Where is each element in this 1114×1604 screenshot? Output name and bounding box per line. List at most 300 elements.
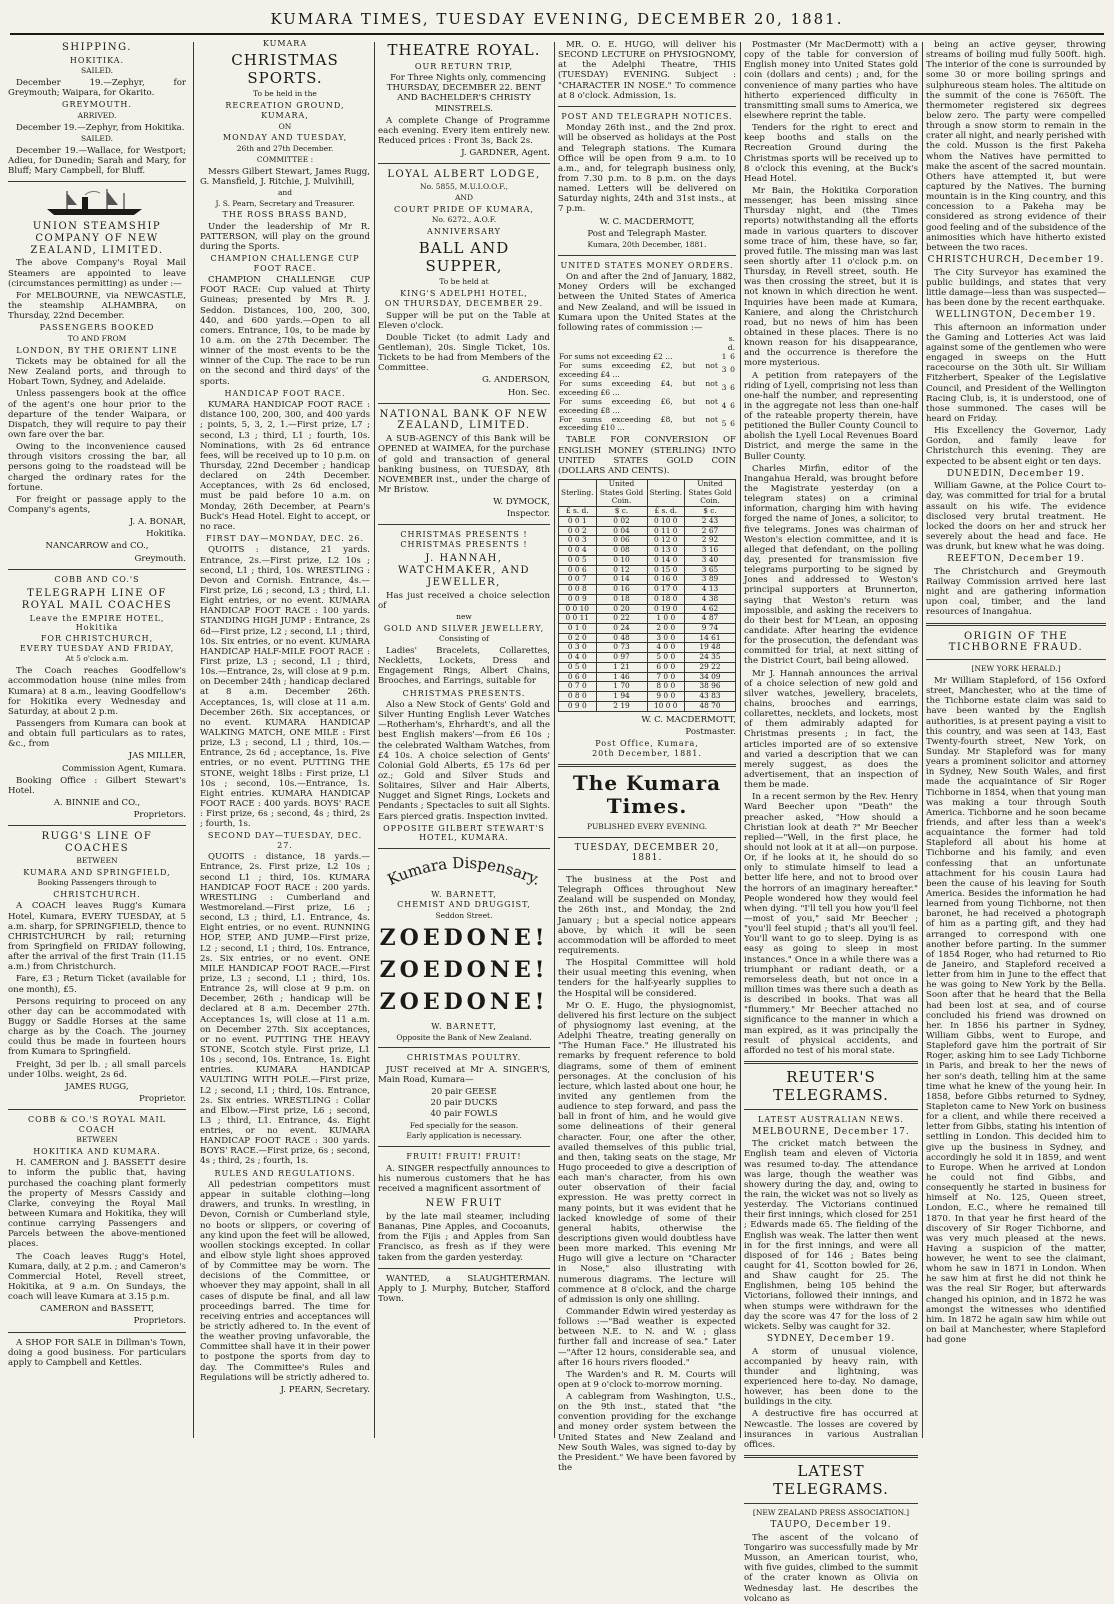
ruggs-text-4: Freight, 3d per lb. ; all small parcels under 10lbs. weight, 2s 6d. <box>8 1059 186 1080</box>
new-fruit: NEW FRUIT <box>425 1198 503 1210</box>
wellington-dateline: WELLINGTON, December 19. <box>935 310 1097 321</box>
fruit-heading: FRUIT! FRUIT! FRUIT! <box>406 1152 522 1162</box>
table-cell: 0 3 0 <box>559 643 597 653</box>
ruggs-signature: JAMES RUGG, <box>65 1081 129 1092</box>
table-cell: 1 46 <box>596 672 647 682</box>
table-cell: 38 96 <box>685 682 736 692</box>
table-row <box>559 662 736 672</box>
cobb2-between: BETWEEN <box>76 1134 118 1144</box>
table-cell: 0 20 <box>596 604 647 614</box>
day2-heading: SECOND DAY—TUESDAY, DEC. 27. <box>207 831 363 850</box>
divider <box>8 569 186 570</box>
commission-table <box>558 335 736 433</box>
day1-heading: FIRST DAY—MONDAY, DEC. 26. <box>205 534 365 544</box>
money-text: On and after the 2nd of January, 1882, Money Orders will be exchanged between the United States of America and New Zealand, and will be issued in Kumara upon the United States at the following rates of commission :— <box>558 272 736 333</box>
passengers-sub: TO AND FROM <box>67 333 127 343</box>
commission-value: 1 <box>721 351 727 361</box>
dymock-signature: W. DYMOCK, <box>493 497 550 508</box>
svg-text:Kumara Dispensary. <box>385 854 544 888</box>
sports-heading: CHRISTMAS SPORTS. <box>231 51 339 88</box>
news-text-7: In a recent sermon by the Rev. Henry Ward Beecher upon "Death" the preacher asked, "How should a Christian look at death ?" Mr Beecher replied—"Well, in the first place, he should not look at it at all—on purpose. Or, if he looks at it, he should do so only to stimulate himself to lead a better life here, and not to brood over the horrors of an imaginary hereafter." People wondered how they would feel when dying. "I'll tell you how you'll feel—most of you," said Mr Beecher ; "you'll feel stupid ; that's all you'll feel. You'll want to go to sleep. Dying is as easy as going to sleep in most instances." Once in a while there was a triumphant or radiant death, or a remorseless death, but not once in a million times was there such a death as is described in books. That was all "flummery." Mr Beecher attached no significance to the manner in which a man expired, as it was principally the result of physical accidents, and afforded no test of his moral state. <box>744 792 918 1056</box>
supper-text: Supper will be put on the Table at Eleven o'clock. <box>378 310 550 331</box>
latest-heading: LATEST TELEGRAMS. <box>773 1462 889 1498</box>
column-divider <box>374 42 375 1438</box>
nyh-text: [NEW YORK HERALD.] <box>971 664 1061 674</box>
macd-date: Kumara, 20th December, 1881. <box>587 239 707 249</box>
committee-heading: COMMITTEE : <box>256 154 314 164</box>
shipping-heading: SHIPPING. <box>62 42 132 53</box>
table-cell: 0 14 0 <box>647 555 685 565</box>
union-heading: UNION STEAMSHIP COMPANY OF NEW ZEALAND, LIMITED. <box>30 221 164 256</box>
rates-units: s. d. <box>727 333 735 352</box>
column-divider <box>922 42 923 1438</box>
table-cell: 2 19 <box>596 701 647 711</box>
table-row <box>559 516 736 526</box>
poultry-heading: CHRISTMAS POULTRY. <box>406 1053 522 1063</box>
divider <box>8 1109 186 1110</box>
table-cell: 0 24 <box>596 624 647 634</box>
day1-text: QUOITS : distance, 21 yards. Entrance, 2s.—First prize, L2 10s ; second, L1 ; third, 10s. WRESTLING : Devon and Cornish. Entrance, 4s.—First prize, L6 ; second, L3 ; third, L1. Eight entries, or no event. KUMARA HANDICAP FOOT RACE : 100 yards. STANDING HIGH JUMP : Entrance, 2s 6d—First prize, L2 ; second, L1 ; third, 10s. Six entries, or no event. KUMARA HANDICAP HALF-MILE FOOT RACE : First prize, L3 ; second, L1 ; third, 10s.—Entrance, 2s, will close at 9 p.m. on December 24th ; handicap declared at 8 a.m. December 26th. Acceptances, 1s, will close at 11 a.m. December 26th. Six acceptances, or no event. KUMARA HANDICAP WALKING MATCH, ONE MILE : First prize, L3 ; second, L1 ; third, 10s.—Entrance, 2s 6d ; acceptance, 1s. Five entries, or no event. PUTTING THE STONE, weight 18lbs : First prize, L1 10s ; second, 10s.—Entrance, 1s. Eight entries. KUMARA HANDICAP FOOT RACE : 400 yards. BOYS' RACE : First prize, 6s ; second, 4s ; third, 2s ; fourth, 1s. <box>200 545 370 830</box>
table-cell: 0 12 0 <box>647 536 685 546</box>
table-cell: 6 0 0 <box>647 662 685 672</box>
bank-heading: NATIONAL BANK OF NEW ZEALAND, LIMITED. <box>379 408 549 432</box>
secretary-text: J. S. Pearn, Secretary and Treasurer. <box>215 198 355 208</box>
commission-value: 4 <box>721 401 727 411</box>
news-text-1: Postmaster (Mr MacDermott) with a copy of the table for conversion of English money into United States gold coin (dollars and cents) ; and, for the convenience of many parties who have hitherto experienced difficulty in transmitting small sums to America, we elsewhere reprint the table. <box>744 40 918 121</box>
owing-text: Owing to the inconvenience caused through visitors crossing the bar, all persons going to the roadstead will be charged the ordinary rates for the fortune. <box>8 442 186 493</box>
commission-value: 3 <box>721 383 727 393</box>
divider <box>926 659 1106 660</box>
table-cell: 0 16 <box>596 585 647 595</box>
post-heading: POST AND TELEGRAPH NOTICES. <box>561 111 733 121</box>
cobb2-heading: COBB & CO.'S ROYAL MAIL COACH <box>28 1115 166 1134</box>
tickets-text: Tickets may be obtained for all the New Zealand ports, and through to Hobart Town, Sydney, and Adelaide. <box>8 357 186 388</box>
table-cell: 34 09 <box>685 672 736 682</box>
brass-text: Under the leadership of Mr R. PATTERSON, will play on the ground during the Sports. <box>200 221 370 253</box>
divider <box>744 1455 918 1458</box>
cameron-role: Proprietors. <box>133 1316 186 1327</box>
table-cell: 8 0 0 <box>647 682 685 692</box>
days-text: MONDAY AND TUESDAY, <box>222 133 348 143</box>
table-cell: 0 14 <box>596 575 647 585</box>
greymouth-sailed: December 19.—Wallace, for Westport; Adieu, for Dunedin; Sarah and Mary, for Bluff; Mary Campbell, for Bluff. <box>8 145 186 176</box>
lead-text-6: A cablegram from Washington, U.S., on the 9th inst., stated that "the convention providing for the exchange and money order system between the United States and New Zealand and New South Wales, was signed to-day by the President." We have been favored by the <box>558 1392 736 1474</box>
opposite-text: OPPOSITE GILBERT STEWART'S HOTEL, KUMARA. <box>383 823 545 843</box>
hannah-new: new <box>456 611 472 621</box>
commission-label: For sums exceeding £4, but not exceeding £6 ... <box>559 378 718 397</box>
cameron-signature: CAMERON and BASSETT, <box>39 1304 155 1315</box>
champion-heading: CHAMPION CHALLENGE CUP FOOT RACE. <box>210 254 360 273</box>
divider <box>8 1332 186 1333</box>
issue-date: TUESDAY, DECEMBER 20, 1881. <box>574 842 720 864</box>
table-cell: 1 0 0 <box>647 614 685 624</box>
divider <box>926 623 1106 626</box>
at-time: At 5 o'clock a.m. <box>65 654 129 664</box>
anderson-signature: G. ANDERSON, <box>481 375 550 386</box>
table-cell: 0 15 0 <box>647 565 685 575</box>
australian-heading: LATEST AUSTRALIAN NEWS. <box>758 1115 904 1125</box>
held-at: To be held at <box>439 276 489 286</box>
commission-value: 6 <box>730 383 735 393</box>
origin-heading: ORIGIN OF THE TICHBORNE FRAUD. <box>948 630 1084 654</box>
hannah-gold: GOLD AND SILVER JEWELLERY, <box>383 623 545 633</box>
divider <box>378 163 550 164</box>
commission-row <box>558 416 736 434</box>
masthead-title: KUMARA TIMES, TUESDAY EVENING, DECEMBER 20, 1881. <box>270 10 844 28</box>
table-cell: 2 92 <box>685 536 736 546</box>
sydney-dateline: SYDNEY, December 19. <box>766 1334 896 1345</box>
table-header: Sterling. <box>559 480 597 507</box>
macd-signature: W. C. MACDERMOTT, <box>599 216 695 227</box>
hannah-christmas: CHRISTMAS PRESENTS. <box>402 688 526 698</box>
hannah-text-2: Ladies' Bracelets, Collarettes, Neckletts, Lockets, Dress and Engagement Rings, Albert Chains, Brooches, and Earrings, suitable for <box>378 646 550 687</box>
macd2-date: 20th December, 1881. <box>592 749 702 759</box>
table-cell: 0 11 0 <box>647 526 685 536</box>
dunedin-text: William Gawne, at the Police Court to-day, was committed for trial for a brutal assault on his wife. The evidence disclosed very brutal treatment. He locked the doors on her and struck her severely about the head and face. He was drunk, but knew what he was doing. <box>926 481 1106 553</box>
fruit-text: A. SINGER respectfully announces to his numerous customers that he has received a magnificent assortment of <box>378 1163 550 1195</box>
divider <box>744 1109 918 1110</box>
commission-label: For sums exceeding £2, but not exceeding £4 ... <box>559 360 718 379</box>
table-cell: 0 13 0 <box>647 546 685 556</box>
cameron-text-1: H. CAMERON and J. BASSETT desire to inform the public that, having purchased the coaching plant formerly the property of Messrs Cassidy and Clarke, conveying the Royal Mail between Kumara and Hokitika, they will continue carrying Passengers and Parcels between the above-mentioned places. <box>8 1158 186 1250</box>
return-programme: A complete Change of Programme each evening. Every item entirely new. Reduced prices : Front 3s, Back 2s. <box>378 115 550 146</box>
table-cell: 0 5 0 <box>559 662 597 672</box>
table-cell: 0 04 <box>596 526 647 536</box>
column-divider <box>740 42 741 1438</box>
table-cell: 1 70 <box>596 682 647 692</box>
table-cell: 48 70 <box>685 701 736 711</box>
for-christchurch: FOR CHRISTCHURCH, <box>40 633 154 643</box>
dates-text: 26th and 27th December. <box>236 143 334 153</box>
table-cell: 4 62 <box>685 604 736 614</box>
table-cell: 0 48 <box>596 633 647 643</box>
every-days: EVERY TUESDAY AND FRIDAY, <box>19 644 175 654</box>
table-cell: 14 61 <box>685 633 736 643</box>
taupo-dateline: TAUPO, December 19. <box>770 1520 892 1531</box>
table-cell: 0 18 <box>596 594 647 604</box>
dymock-role: Inspector. <box>506 509 550 520</box>
divider <box>378 524 550 525</box>
table-cell: 0 10 0 <box>647 516 685 526</box>
lead-text-3: Mr O. E. Hugo, the physiognomist, delivered his first lecture on the subject of physiognomy last evening, at the Adelphi Theatre, treating generally on "The Human Face." He illustrated his remarks by frequent reference to bold diagrams, some of them of eminent personages. At the conclusion of his lecture, which lasted about one hour, he invited any gentlemen from the audience to step forward, and pass the ball in front of him, and he would give some delineations of their general character. Four, one after the other, availed themselves of this public trial, and then, taking seats on the stage, Mr Hugo proceeded to give a description of each man's character, from his own outer observation of their facial expression. He was pretty correct in many points, but it was evident that he lacked knowledge of some of their general habits, otherwise the descriptions given would doubtless have been more marked. This evening Mr Hugo will give a lecture on "Character in Nose," also illustrating with numerous diagrams. The lecture will commence at 8 o'clock, and the charge of admission is only one shilling. <box>558 1000 736 1305</box>
melbourne-text: The cricket match between the English team and eleven of Victoria was resumed to-day. The attendance was large, though the weather was showery during the day, and, owing to the rain, the wicket was not so lively as yesterday. The Victorians continued their first innings, which closed for 251 ; Edwards made 65. The fielding of the English was weak. The latter then went in for the first innings, and were all disposed of for 146 ; Bates being caught for 41, Scotton bowled for 26, and Shaw caught for 25. The Englishmen, being 105 behind the Victorians, followed their innings, and when stumps were withdrawn for the day the score was 47 for the loss of 2 wickets. Selby was caught for 32. <box>744 1139 918 1332</box>
commission-label: For sums not exceeding £2 ... <box>559 351 673 361</box>
table-cell: 1 94 <box>596 692 647 702</box>
divider <box>378 403 550 404</box>
poultry-fowls: 40 pair FOWLS <box>430 1109 498 1120</box>
column-divider <box>193 42 194 1438</box>
barnett2-signature: W. BARNETT, <box>431 1022 497 1032</box>
table-cell: 3 40 <box>685 555 736 565</box>
table-cell: 0 18 0 <box>647 594 685 604</box>
table-cell: 0 08 <box>596 546 647 556</box>
table-cell: 0 0 3 <box>559 536 597 546</box>
court-heading: COURT PRIDE OF KUMARA, <box>394 204 534 214</box>
table-cell: 5 0 0 <box>647 653 685 663</box>
miller-signature: JAS MILLER, <box>128 751 186 762</box>
table-cell: 29 22 <box>685 662 736 672</box>
divider <box>378 1146 550 1147</box>
arrived-label: ARRIVED. <box>77 110 117 120</box>
passengers-heading: PASSENGERS BOOKED <box>39 323 155 333</box>
table-cell: 4 13 <box>685 585 736 595</box>
ball-date: ON THURSDAY, DECEMBER 29. <box>384 299 544 309</box>
reefton-text: The Christchurch and Greymouth Railway Commission arrived here last night and are gathering information upon coal, timber, and the land resources of Inangahua. <box>926 566 1106 618</box>
hokitika-heading: HOKITIKA. <box>69 55 125 65</box>
ruggs-heading: RUGG'S LINE OF COACHES <box>41 831 153 855</box>
sailed-label: SAILED. <box>80 133 114 143</box>
table-cell: 4 38 <box>685 594 736 604</box>
gardner-signature: J. GARDNER, Agent. <box>461 148 550 159</box>
divider <box>558 869 736 870</box>
christchurch-text: The City Surveyor has examined the public buildings, and states that very little damage—less than was suspected—has been done by the recent earthquake. <box>926 267 1106 308</box>
hannah-text-1: Has just received a choice selection of <box>378 590 550 611</box>
barnett-signature: W. BARNETT, <box>431 889 497 899</box>
commission-label: For sums exceeding £8, but not exceeding £10 ... <box>559 414 718 433</box>
lead-text-1: The business at the Post and Telegraph Offices throughout New Zealand will be suspended on Monday, the 26th inst., and Monday, the 2nd January ; but a special notice appears above, by which it will be seen accommodation will be afforded to meet requirements. <box>558 875 736 957</box>
table-cell: 0 6 0 <box>559 672 597 682</box>
table-row <box>559 701 736 711</box>
news-text-2: Tenders for the right to erect and keep booths and stalls on the Recreation Ground during the Christmas sports will be received up to 8 o'clock this evening, at the Buck's Head Hotel. <box>744 123 918 184</box>
greymouth-arrived: December 19.—Zephyr, from Hokitika. <box>16 122 185 133</box>
paper-title: The Kumara Times. <box>572 770 722 819</box>
divider <box>558 255 736 256</box>
held-text: To be held in the <box>253 88 317 98</box>
table-cell: 0 0 10 <box>559 604 597 614</box>
column-4 <box>558 38 736 1474</box>
unless-text: Unless passengers book at the office of the agent's one hour prior to the departure of the tender Waipara, or Dispatch, they will require to pay their own fare over the bar. <box>8 389 186 440</box>
dunedin-dateline: DUNEDIN, December 19. <box>946 468 1086 479</box>
commission-row <box>558 380 736 398</box>
ruggs-booking: Booking Passengers through to <box>37 878 157 888</box>
masthead <box>0 0 1114 38</box>
news-text-4: A petition from ratepayers of the riding of Lyell, comprising not less than one-half the number, and representing in the aggregate not less than one-half of the rateable property therein, have petitioned the Buller County Council to abolish the Lyell Local Revenues Board District, and merge the same in the Buller County. <box>744 370 918 462</box>
table-cell: 0 0 7 <box>559 575 597 585</box>
committee-text: Messrs Gilbert Stewart, James Rugg, G. Mansfield, J. Ritchie, J. Mulvihill, <box>200 166 370 187</box>
commission-value: 6 <box>730 419 735 428</box>
zoedone-1: ZOEDONE! <box>379 925 549 952</box>
table-cell: 0 06 <box>596 536 647 546</box>
divider <box>558 764 736 767</box>
miller-role: Commission Agent, Kumara. <box>61 763 186 774</box>
news-text-3: Mr Bain, the Hokitika Corporation messenger, has been missing since Thursday night, and (the Times reports) notwithstanding all the efforts made in various quarters to discover some trace of him, these have, so far, proved futile. The missing man was last seen shortly after 11 o'clock p.m. on Thursday, in Revell street, south. He was then crossing the street, but it is not known in which direction he went. Inquiries have been made at Kumara, Kaniere, and along the Christchurch road, but no news of him has been obtained in these places. There is no known reason for his disappearance, and the occurrence is therefore the more mysterious. <box>744 185 918 369</box>
hokitika-shipping: December 19.—Zephyr, for Greymouth; Waipara, for Okarito. <box>8 78 186 99</box>
table-cell: 3 16 <box>685 546 736 556</box>
rules-heading: RULES AND REGULATIONS. <box>214 1168 356 1178</box>
commission-value: 3 <box>721 365 727 375</box>
table-cell: 43 83 <box>685 692 736 702</box>
masthead-rule <box>10 33 1104 35</box>
anderson-role: Hon. Sec. <box>507 387 550 398</box>
barnett2-location: Opposite the Bank of New Zealand. <box>396 1032 532 1042</box>
commission-value: 5 <box>721 419 727 428</box>
table-cell: 0 0 11 <box>559 614 597 624</box>
divider <box>378 1268 550 1269</box>
column-6 <box>926 38 1106 1438</box>
table-cell: 0 0 2 <box>559 526 597 536</box>
passengers-sub2: LONDON, BY THE ORIENT LINE <box>16 345 178 355</box>
binnie-signature: A. BINNIE and CO., <box>53 797 141 808</box>
chemist-text: CHEMIST AND DRUGGIST, <box>397 900 531 910</box>
greymouth-heading: GREYMOUTH. <box>62 100 132 110</box>
divider <box>8 825 186 826</box>
conversion-table <box>558 479 736 712</box>
wanted-text: WANTED, a SLAUGHTERMAN. Apply to J. Murphy, Butcher, Stafford Town. <box>378 1273 550 1304</box>
taupo-text: The ascent of the volcano of Tongariro was successfully made by Mr Musson, an American tourist, who, with five guides, climbed to the summit of the crater known as Olivia on Wednesday last. He describes the volcano as <box>744 1532 918 1604</box>
union-melbourne: For MELBOURNE, via NEWCASTLE, the steamship ALHAMBRA, on Thursday, 22nd December. <box>8 290 186 322</box>
table-cell: 0 0 5 <box>559 555 597 565</box>
table-row <box>559 555 736 565</box>
table-unit: £ s. d. <box>559 507 597 517</box>
table-cell: 0 73 <box>596 643 647 653</box>
early-text: Early application is necessary. <box>406 1131 522 1141</box>
npa-text: [NEW ZEALAND PRESS ASSOCIATION.] <box>752 1508 910 1518</box>
rules-text: All pedestrian competitors must appear in suitable clothing—long drawers, and trunks. In wrestling, in Devon, Cornish or Cumberland style, no boots or slippers, or covering of any kind upon the feet will be allowed, woollen stockings excepted. In collar and elbow style light shoes approved of by Committee may be worn. The decisions of the Committee, or whoever they may appoint, shall in all cases of dispute be final, and all law proceedings barred. The time for receiving entries and acceptances will be strictly adhered to. In the event of the weather proving unfavorable, the Committee shall have it in their power to postpone the sports from day to day. The Committee's Rules and Regulations will be strictly adhered to. <box>200 1180 370 1383</box>
dispensary-arch <box>379 854 549 888</box>
nancarrow-location: Greymouth. <box>134 553 186 564</box>
ruggs-text-3: Persons requiring to proceed on any other day can be accommodated with Buggy or Saddle Horses at the same charge as by the Coach. The journey could thus be made in fourteen hours from Kumara to Springfield. <box>8 996 186 1058</box>
table-cell: 0 97 <box>596 653 647 663</box>
booking-text: Booking Office : Gilbert Stewart's Hotel. <box>8 775 186 796</box>
taupo-continued: being an active geyser, throwing streams of boiling mud fully 500ft. high. The interior of the cone is surrounded by some 30 or more boiling springs and sulphureous steam holes. The altitude on the summit of the cone is 7650ft. The thermometer registered six degrees below zero. The party were compelled through a snow storm to remain in the crater all night, and nearly perished with the cold. Musson is the first Pakeha whom the Natives have permitted to make the ascent of the sacred mountain. Others have attempted it, but were captured by the Natives. The burning mountain is in the King country, and this concession to a Pakeha may be considered as strong evidence of their good feeling and of the subsidence of the animosities which have hitherto existed between the two races. <box>926 40 1106 253</box>
table-cell: 10 0 0 <box>647 701 685 711</box>
table-row <box>559 546 736 556</box>
table-cell: 0 9 0 <box>559 701 597 711</box>
table-cell: 9 0 0 <box>647 692 685 702</box>
christchurch-dateline: CHRISTCHURCH, December 19. <box>927 254 1105 265</box>
lodge-heading: LOYAL ALBERT LODGE, <box>387 169 541 181</box>
hotel-name: KING'S ADELPHI HOTEL, <box>400 288 528 298</box>
table-cell: 0 1 0 <box>559 624 597 634</box>
column-3 <box>378 38 550 1438</box>
seddon-text: Seddon Street. <box>435 910 493 920</box>
ruggs-text-1: A COACH leaves Rugg's Kumara Hotel, Kumara, EVERY TUESDAY, at 5 a.m. sharp, for SPRINGFIELD, thence to CHRISTCHURCH by rail; returning from Springfield on FRIDAY following, after the arrival of the first Train (11.15 a.m.) from Christchurch. <box>8 901 186 973</box>
divider <box>558 837 736 838</box>
and-text: and <box>277 187 293 197</box>
macd2-signature: W. C. MACDERMOTT, <box>641 714 736 725</box>
divider <box>8 181 186 182</box>
post-text: Monday 26th inst., and the 2nd prox. will be observed as holidays at the Post and Telegraph stations. The Kumara Office will be open from 9 a.m. to 10 a.m., and, for telegraph business only, from 7.30 p.m. to 8 p.m. on the days named. Letters will be delivered on Saturday nights, 24th and 31st insts., at 7 p.m. <box>558 123 736 215</box>
hannah-text-3: Also a New Stock of Gents' Gold and Silver Hunting English Lever Watches—Rotherham's, Ehrhardt's, and all the best English makers'—from £6 10s ; the celebrated Waltham Watches, from £4 10s. A choice selection of Gents' Colonial Gold Alberts, £5 17s 6d per oz.; Gold and Silver Studs and Solitaires, Silver and Hair Alberts, Nugget and Signet Rings, Lockets and Pendants ; Spectacles to suit all Sights. Ears pierced gratis. Inspection invited. <box>378 700 550 822</box>
money-heading: UNITED STATES MONEY ORDERS. <box>560 260 734 270</box>
divider <box>744 1061 918 1064</box>
on-text: ON <box>278 121 292 131</box>
bank-text: A SUB-AGENCY of this Bank will be OPENED at WAIMEA, for the purchase of gold and transaction of general banking business, on TUESDAY, 8th NOVEMBER inst., under the charge of Mr Bristow. <box>378 434 550 495</box>
table-cell: 0 17 0 <box>647 585 685 595</box>
table-cell: 4 0 0 <box>647 643 685 653</box>
lead-text-2: The Hospital Committee will hold their usual meeting this evening, when tenders for the half-yearly supplies to the Hospital will be considered. <box>558 958 736 999</box>
macd-role: Post and Telegraph Master. <box>587 228 707 239</box>
table-cell: 7 0 0 <box>647 672 685 682</box>
table-cell: 3 65 <box>685 565 736 575</box>
ruggs-between: BETWEEN <box>76 855 118 865</box>
steamship-icon <box>42 187 152 217</box>
kumara-text: KUMARA, <box>261 111 309 121</box>
table-cell: 0 2 0 <box>559 633 597 643</box>
brass-heading: THE ROSS BRASS BAND, <box>222 210 348 220</box>
bonar-signature: J. A. BONAR, <box>129 517 186 528</box>
table-cell: 0 8 0 <box>559 692 597 702</box>
news-text-6: Mr J. Hannah announces the arrival of a choice selection of new gold and silver watches, jewellery, bracelets, chains, brooches and earrings, collarettes, necklets, and lockets, most of them admirably adapted for Christmas presents ; in fact, the articles imported are of so extensive and varied a description that we can merely suggest, as does the advertisement, that an inspection of them be made. <box>744 668 918 791</box>
lodge-number: No. 5855, M.U.I.O.O.F., <box>420 182 508 192</box>
table-cell: 19 48 <box>685 643 736 653</box>
passengers-text: Passengers from Kumara can book at and obtain full particulars as to rates, &c., from <box>8 719 186 750</box>
conversion-title: TABLE FOR CONVERSION OF ENGLISH MONEY (STERLING) INTO UNITED STATES GOLD COIN (DOLLARS AND CENTS). <box>558 435 736 476</box>
table-unit: £ s. d. <box>647 507 685 517</box>
reuters-heading: REUTER'S TELEGRAMS. <box>773 1067 889 1104</box>
commission-row <box>558 362 736 380</box>
fed-text: Fed specially for the season. <box>409 1120 519 1130</box>
table-cell: 0 0 4 <box>559 546 597 556</box>
table-row <box>559 585 736 595</box>
divider <box>378 1047 550 1048</box>
ruggs-christchurch: CHRISTCHURCH. <box>53 889 141 899</box>
lead-text-4: Commander Edwin wired yesterday as follows :—"Bad weather is expected between N.E. to N. and W. ; glass further fall and increase of sea." Later—"After 12 hours, considerable sea, and after 16 hours rivers flooded." <box>558 1306 736 1368</box>
poultry-geese: 20 pair GEESE <box>431 1087 497 1098</box>
divider <box>558 106 736 107</box>
commission-label: For sums exceeding £6, but not exceeding £8 ... <box>559 396 718 415</box>
pearn-signature: J. PEARN, Secretary. <box>280 1384 370 1395</box>
wellington-text-1: This afternoon an information under the Gaming and Lotteries Act was laid against some of the gentlemen who were engaged in sweeps on the Hutt racecourse on the 30th ult. Sir William Fitzherbert, Speaker of the Legislative Council, and President of the Wellington Racing Club, is, it is understood, one of those summoned. The cases will be heard on Friday. <box>926 322 1106 424</box>
table-cell: 3 89 <box>685 575 736 585</box>
table-unit: $ c. <box>685 507 736 517</box>
consisting-text: Consisting of <box>439 634 489 644</box>
singer-text: JUST received at Mr A. SINGER'S, Main Road, Kumara— <box>378 1064 550 1086</box>
column-1 <box>8 38 186 1438</box>
published-text: PUBLISHED EVERY EVENING. <box>587 821 707 831</box>
table-cell: 4 87 <box>685 614 736 624</box>
commission-value: 6 <box>730 351 735 361</box>
cobb-heading: COBB AND CO.'S <box>54 574 140 584</box>
table-cell: 2 43 <box>685 516 736 526</box>
handicap-text: KUMARA HANDICAP FOOT RACE : distance 100, 200, 300, and 400 yards ; points, 5, 3, 2, 1.—First prize, L7 ; second, L3 ; third, L1 ; fourth, 10s. Nominations, with 2s 6d entrance fees, will be received up to 10 p.m. on Thursday, 22nd December ; handicap declared on 24th December. Acceptances, with 2s 6d enclosed, must be paid before 10 a.m. on Monday, 26th December, at Pearn's Buck's Head Hotel. Eight to accept, or no race. <box>200 400 370 532</box>
kumara-heading: KUMARA <box>262 39 308 48</box>
macd2-role: Postmaster. <box>685 726 736 737</box>
binnie-role: Proprietors. <box>133 810 186 821</box>
sailed-label: SAILED. <box>80 66 114 76</box>
divider <box>378 848 550 849</box>
union-text: The above Company's Royal Mail Steamers are appointed to leave (circumstances permitting) as under :— <box>8 258 186 289</box>
nancarrow-signature: NANCARROW and CO., <box>45 541 149 552</box>
table-header: United States Gold Coin. <box>596 480 647 507</box>
sydney-text-2: A destructive fire has occurred at Newcastle. The losses are covered by insurances in various Australian offices. <box>744 1409 918 1450</box>
presents-heading: CHRISTMAS PRESENTS ! CHRISTMAS PRESENTS ! <box>400 530 528 549</box>
freight-text: For freight or passage apply to the Company's agents, <box>8 494 186 515</box>
anniversary-text: ANNIVERSARY <box>427 227 501 237</box>
sydney-text-1: A storm of unusual violence, accompanied by heavy rain, with thunder and lightning, was experienced here to-day. No damage, however, has been done to the buildings in the city. <box>744 1346 918 1408</box>
fruit-text-2: by the late mail steamer, including Bananas, Pine Apples, and Cocoanuts, from the Fijis ; and Apples from San Francisco, as fresh as if they were taken from the garden yesterday. <box>378 1211 550 1263</box>
table-row <box>559 653 736 663</box>
table-cell: 2 67 <box>685 526 736 536</box>
and-text: AND <box>455 192 473 202</box>
lead-text-5: The Warden's and R. M. Courts will open at 9 o'clock to-morrow morning. <box>558 1369 736 1390</box>
dispensary-title: Kumara Dispensary. <box>384 853 544 888</box>
column-2 <box>200 38 370 1438</box>
zoedone-3: ZOEDONE! <box>379 989 549 1016</box>
table-cell: 0 22 <box>596 614 647 624</box>
coach-text: The Coach reaches Goodfellow's accommodation house (nine miles from Kumara) at 8 a.m., leaving Goodfellow's for Hokitika every Wednesday and Saturday, at about 2 p.m. <box>8 666 186 717</box>
divider <box>744 1503 918 1504</box>
leave-text: Leave the EMPIRE HOTEL, Hokitika <box>29 613 165 633</box>
table-cell: 0 16 0 <box>647 575 685 585</box>
table-cell: 24 35 <box>685 653 736 663</box>
ticket-text: Double Ticket (to admit Lady and Gentleman), 20s. Single Ticket, 10s. Tickets to be had from Members of the Committee. <box>378 332 550 374</box>
ruggs-text-2: Fare, £3 ; Return Ticket (available for one month), £5. <box>8 974 186 995</box>
return-heading: OUR RETURN TRIP, <box>414 61 514 71</box>
table-cell: 3 0 0 <box>647 633 685 643</box>
table-row <box>559 594 736 604</box>
table-cell: 0 12 <box>596 565 647 575</box>
